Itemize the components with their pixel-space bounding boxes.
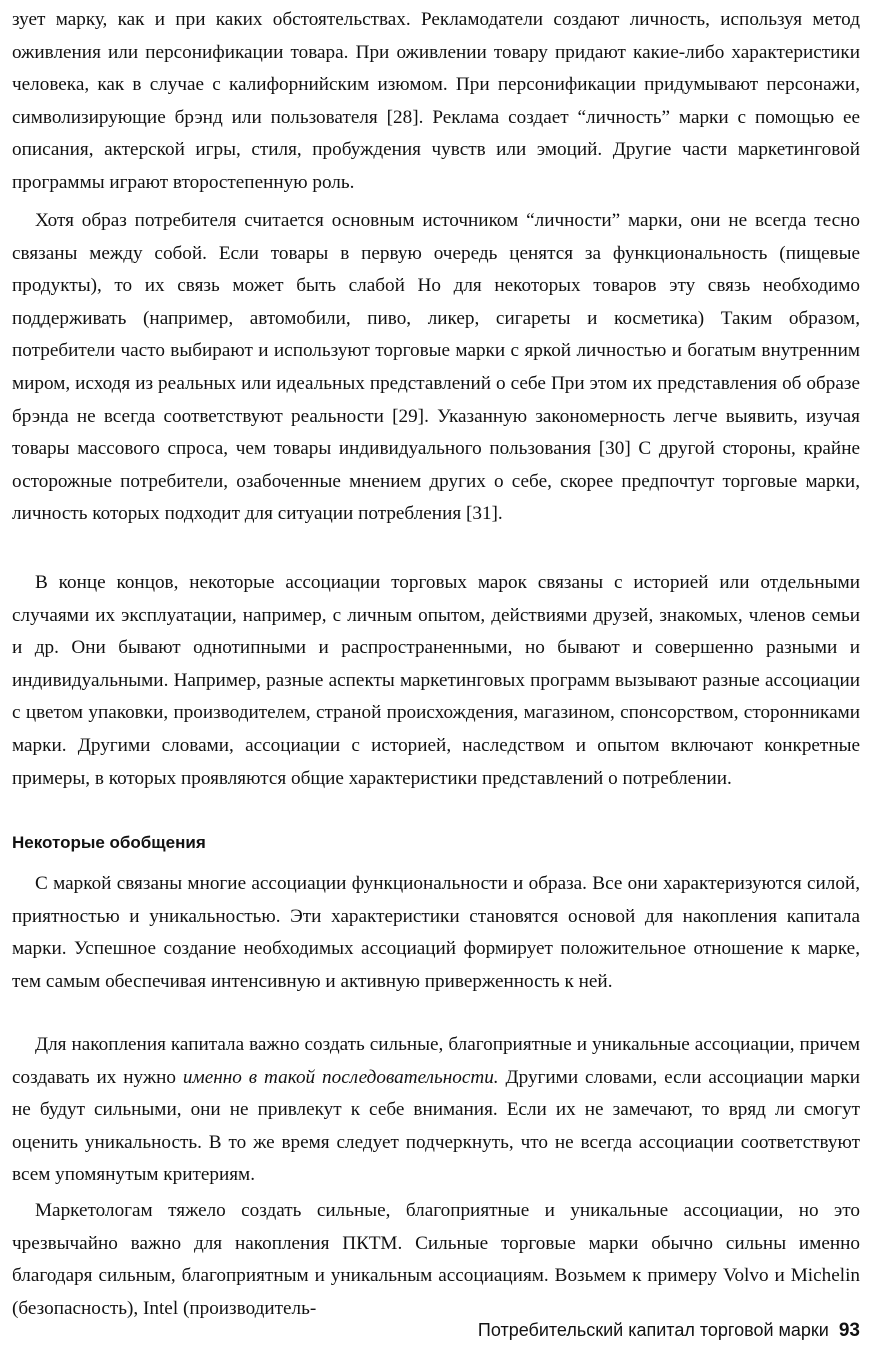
paragraph-6: Маркетологам тяжело создать сильные, благоприятные и уникальные ассоциации, но это чрезвычайно важно для накопления ПКТМ. Сильные торговые марки обычно сильны именно благодаря сильным, благоприятным и уникальным ассоциациям. Возьмем к примеру Volvo и Michelin (безопасность), Intel (производитель- <box>12 1200 860 1319</box>
book-page <box>12 0 860 1368</box>
page-number: 93 <box>838 1320 860 1341</box>
running-title: Потребительский капитал торговой марки <box>477 1320 829 1340</box>
section-heading: Некоторые обобщения <box>12 833 206 852</box>
paragraph-2: Хотя образ потребителя считается основным источником “личности” марки, они не всегда тесно связаны между собой. Если товары в первую очередь ценятся за функциональность (пищевые продукты), то их связь может быть слабой Но для некоторых товаров эту связь необходимо поддерживать (например, автомобили, пиво, ликер, сигареты и косметика) Таким образом, потребители часто выбирают и используют торговые марки с яркой личностью и богатым внутренним миром, исходя из реальных или идеальных представлений о себе При этом их представления об образе брэнда не всегда соответствуют реальности [29]. Указанную закономерность легче выявить, изучая товары массового спроса, чем товары индивидуального пользования [30] С другой стороны, крайне осторожные потребители, озабоченные мнением других о себе, скорее предпочтут торговые марки, личность которых подходит для ситуации потребления [31]. <box>12 210 860 525</box>
paragraph-5-part-b: Другими словами, если ассоциации марки не будут сильными, они не привлекут к себе внимания. Если их не замечают, то вряд ли смогут оценить уникальность. В то же время следует подчеркнуть, что не всегда ассоциации соответствуют всем упомянутым критериям. <box>12 1066 860 1186</box>
paragraph-5-part-a: Для накопления капитала важно создать сильные, благоприятные и уникальные ассоциации, причем создавать их нужно <box>12 1034 860 1088</box>
paragraph-5 <box>12 1029 860 1192</box>
paragraph-3: В конце концов, некоторые ассоциации торговых марок связаны с историей или отдельными случаями их эксплуатации, например, с личным опытом, действиями друзей, знакомых, членов семьи и др. Они бывают однотипными и распространенными, но бывают и совершенно разными и индивидуальными. Например, разные аспекты маркетинговых программ вызывают разные ассоциации с цветом упаковки, производителем, страной происхождения, магазином, спонсорством, сторонниками марки. Другими словами, ассоциации с историей, наследством и опытом включают конкретные примеры, в которых проявляются общие характеристики представлений о потреблении. <box>12 572 860 789</box>
page-footer <box>478 1320 860 1342</box>
paragraph-1: зует марку, как и при каких обстоятельствах. Рекламодатели создают личность, используя метод оживления или персонификации товара. При оживлении товару придают какие-либо характеристики человека, как в случае с калифорнийским изюмом. При персонификации придумывают персонажи, символизирующие брэнд или пользователя [28]. Реклама создает “личность” марки с помощью ее описания, актерской игры, стиля, пробуждения чувств или эмоций. Другие части маркетинговой программы играют второстепенную роль. <box>12 9 860 193</box>
paragraph-5-emphasis: именно в такой последовательности. <box>182 1066 499 1088</box>
paragraph-4: С маркой связаны многие ассоциации функциональности и образа. Все они характеризуются силой, приятностью и уникальностью. Эти характеристики становятся основой для накопления капитала марки. Успешное создание необходимых ассоциаций формирует положительное отношение к марке, тем самым обеспечивая интенсивную и активную приверженность к ней. <box>12 873 860 992</box>
